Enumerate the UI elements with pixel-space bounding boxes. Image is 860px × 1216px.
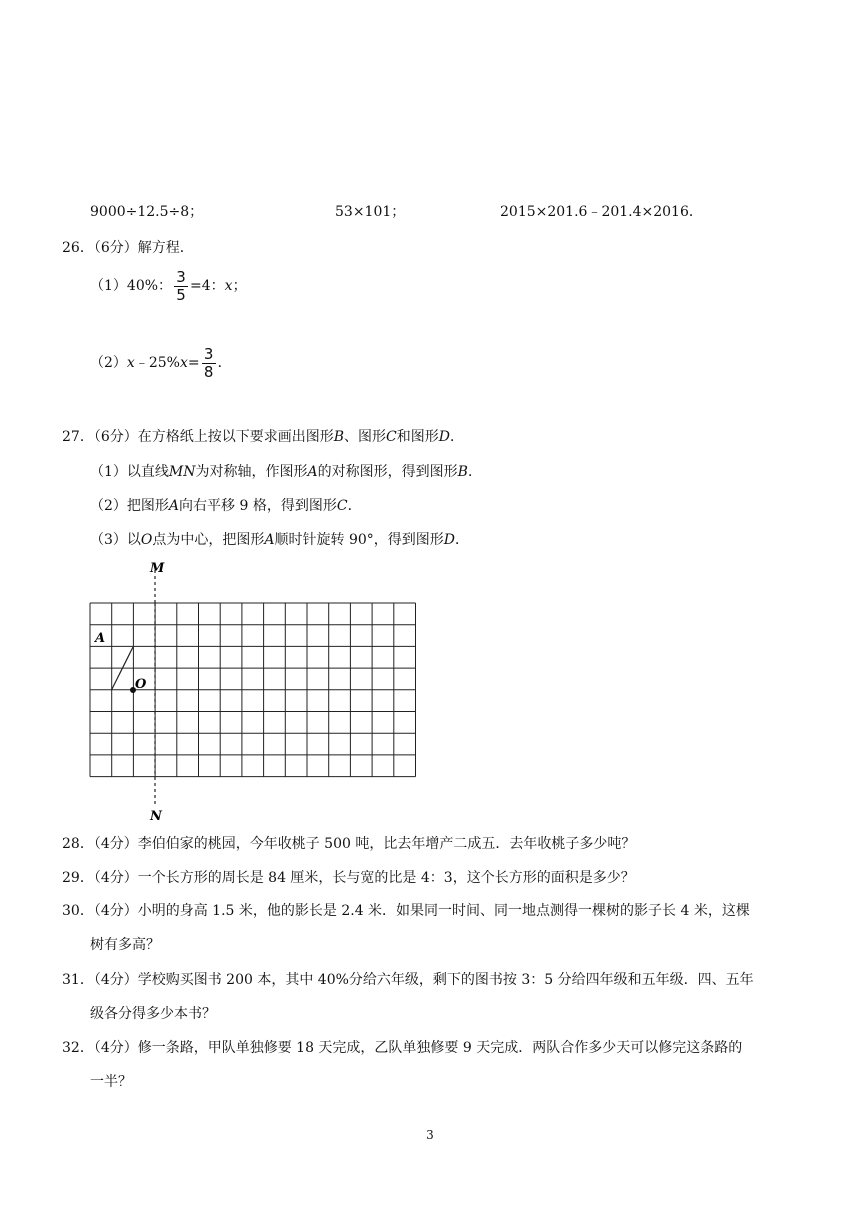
q27-s3-D: D [443, 532, 456, 548]
q27-s3-end: ． [455, 532, 470, 548]
label-a: A [95, 631, 106, 646]
question-27-step-1 [90, 462, 482, 482]
question-31-line-1: 31．（4分）学校购买图书 200 本，其中 40%分给六年级，剩下的图书按 3：5 分给四年级和五年级．四、五年 [62, 972, 754, 988]
label-m: M [150, 561, 165, 576]
question-32-line-2: 一半？ [90, 1074, 132, 1090]
fraction-3-5 [174, 269, 188, 304]
fraction-3-8 [202, 346, 216, 381]
question-32-line-1: 32．（4分）修一条路，甲队单独修要 18 天完成，乙队单独修要 9 天完成．两队合作多少天可以修完这条路的 [62, 1040, 743, 1056]
label-o: O [135, 677, 147, 692]
q26-p1-variable: x [224, 278, 233, 294]
q27-s2-end: ． [347, 498, 362, 514]
q27-s2-a: （2）把图形 [90, 498, 169, 514]
question-27-step-3 [90, 530, 469, 550]
q27-s1-a: （1）以直线 [90, 464, 169, 480]
question-30-line-2: 树有多高？ [90, 937, 160, 953]
q26-p2-mid: ﹣25% [134, 355, 180, 371]
q27-s2-b: 向右平移 9 格，得到图形 [179, 498, 337, 514]
q27-s2-A: A [168, 498, 180, 514]
question-26-part-2 [90, 345, 232, 381]
fraction-numerator: 3 [176, 267, 186, 286]
q27-s1-c: 的对称图形，得到图形 [317, 464, 458, 480]
question-29: 29．（4分）一个长方形的周长是 84 厘米，长与宽的比是 4：3，这个长方形的面积是多少？ [62, 870, 635, 886]
q26-p2-equals: = [187, 355, 200, 371]
calc-expression-3: 2015×201.6﹣201.4×2016． [500, 204, 703, 220]
q27-head-text: 27．（6分）在方格纸上按以下要求画出图形 [62, 429, 334, 445]
question-27-heading [62, 427, 464, 447]
q26-p1-prefix: （1）40%： [90, 278, 173, 294]
fraction-denominator: 5 [176, 285, 186, 304]
label-n: N [150, 809, 162, 824]
q26-p1-suffix: =4： [190, 278, 225, 294]
q27-s1-end: ． [467, 464, 482, 480]
q27-s3-A: A [264, 532, 275, 548]
q27-head-sep2: 和图形 [396, 429, 439, 445]
q27-s3-c: 顺时针旋转 90°，得到图形 [274, 532, 444, 548]
q26-p2-variable: x [126, 355, 135, 371]
q27-s1-A: A [307, 464, 318, 480]
fraction-numerator: 3 [203, 344, 214, 363]
question-31-line-2: 级各分得多少本书？ [90, 1006, 216, 1022]
q27-s2-C: C [336, 498, 348, 514]
question-30-line-1: 30．（4分）小明的身高 1.5 米，他的影长是 2.4 米．如果同一时间、同一地点测得一棵树的影子长 4 米，这棵 [62, 903, 750, 919]
q27-head-c: C [386, 429, 397, 445]
q27-head-sep1: 、图形 [344, 429, 387, 445]
q27-s3-a: （3）以 [90, 532, 141, 548]
question-26-part-1 [90, 268, 247, 304]
q26-p1-end: ； [232, 278, 247, 294]
question-26-heading: 26．（6分）解方程． [62, 240, 194, 256]
q27-head-end: ． [449, 429, 464, 445]
q27-head-b: B [333, 429, 345, 445]
q27-s3-b: 点为中心，把图形 [152, 532, 265, 548]
q27-s1-B: B [457, 464, 468, 480]
q27-s1-b: 为对称轴，作图形 [195, 464, 308, 480]
fraction-denominator: 8 [203, 362, 214, 381]
question-27-step-2 [90, 496, 362, 516]
calc-expression-1: 9000÷12.5÷8； [90, 204, 204, 220]
page-number: 3 [426, 1128, 434, 1142]
grid-paper-figure [88, 558, 423, 826]
question-28: 28．（4分）李伯伯家的桃园，今年收桃子 500 吨，比去年增产二成五．去年收桃子多少吨？ [62, 836, 636, 852]
q27-head-d: D [438, 429, 450, 445]
q26-p2-end: ． [217, 355, 232, 371]
q27-s3-O: O [140, 532, 153, 548]
q27-s1-mn: MN [168, 464, 196, 480]
q26-p2-prefix: （2） [90, 355, 127, 371]
calc-expression-2: 53×101； [335, 204, 406, 220]
q26-p2-variable-2: x [179, 355, 188, 371]
